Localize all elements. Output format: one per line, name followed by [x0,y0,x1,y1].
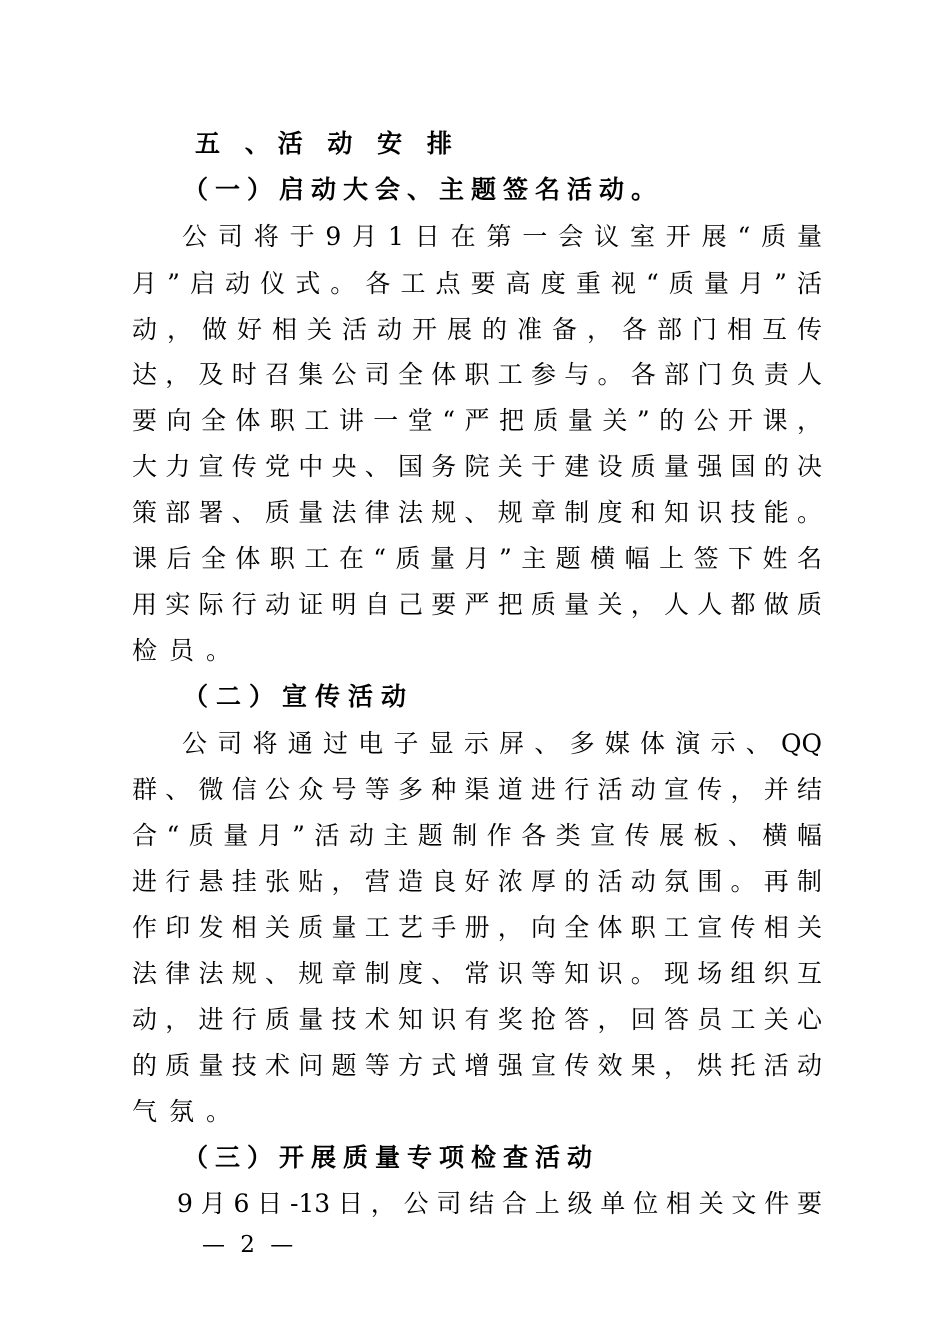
paragraph-line: 群、微信公众号等多种渠道进行活动宣传，并结 [132,775,822,804]
paragraph-line: 大力宣传党中央、国务院关于建设质量强国的决 [132,452,822,481]
paragraph-line: 达，及时召集公司全体职工参与。各部门负责人 [132,360,822,389]
paragraph-line: 法律法规、规章制度、常识等知识。现场组织互 [132,959,822,988]
paragraph-line: 月”启动仪式。各工点要高度重视“质量月”活 [132,269,822,298]
paragraph-line: 检员。 [132,636,244,665]
subheading-quality-inspection: （三）开展质量专项检查活动 [183,1143,600,1172]
subheading-publicity: （二）宣传活动 [183,682,415,711]
paragraph-line: 用实际行动证明自己要严把质量关，人人都做质 [132,590,822,619]
paragraph-line: 课后全体职工在“质量月”主题横幅上签下姓名 [132,544,822,573]
paragraph-line: 动，做好相关活动开展的准备，各部门相互传 [132,315,822,344]
paragraph-line: 要向全体职工讲一堂“严把质量关”的公开课， [132,406,822,435]
paragraph-line: 进行悬挂张贴，营造良好浓厚的活动氛围。再制 [132,867,822,896]
subheading-launch-and-signing: （一）启动大会、主题签名活动。 [183,175,664,204]
paragraph-line: 的质量技术问题等方式增强宣传效果，烘托活动 [132,1051,822,1080]
paragraph-line: 9月6日-13日，公司结合上级单位相关文件要 [177,1189,822,1218]
paragraph-line: 动，进行质量技术知识有奖抢答，回答员工关心 [132,1005,822,1034]
paragraph-line: 作印发相关质量工艺手册，向全体职工宣传相关 [132,913,822,942]
page-number: — 2 — [202,1232,298,1258]
section-heading-activity-arrangement: 五 、活 动 安 排 [195,129,460,158]
paragraph-line: 合“质量月”活动主题制作各类宣传展板、横幅 [132,821,822,850]
paragraph-line: 气氛。 [132,1097,244,1126]
paragraph-line: 公司将通过电子显示屏、多媒体演示、QQ [182,729,822,758]
paragraph-line: 公司将于9月1日在第一会议室开展“质量 [182,222,822,251]
paragraph-line: 策部署、质量法律法规、规章制度和知识技能。 [132,498,822,527]
